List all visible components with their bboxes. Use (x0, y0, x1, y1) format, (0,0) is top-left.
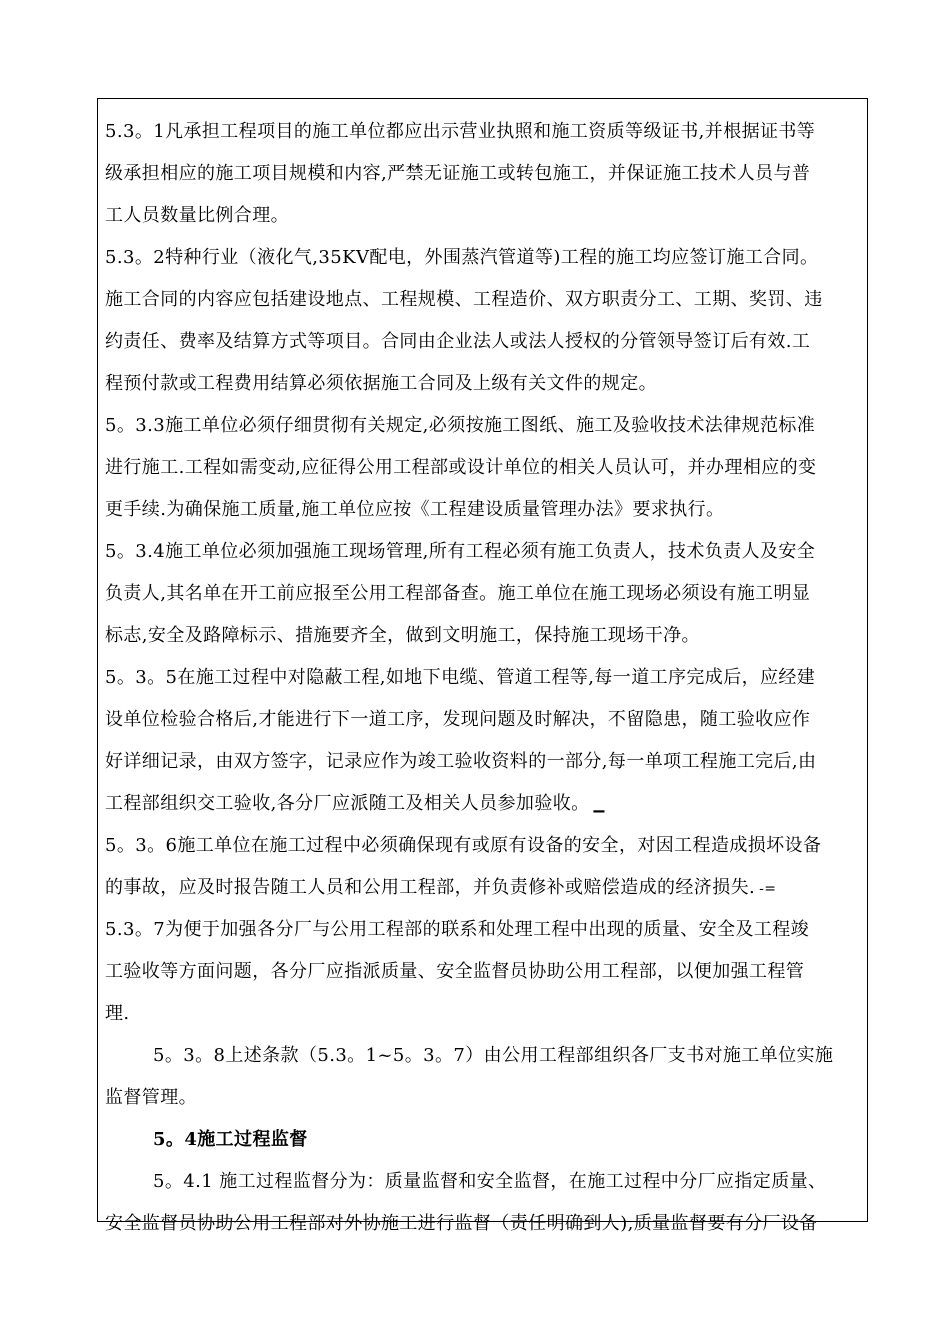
text-line (105, 951, 857, 993)
line-text: 标志,安全及路障标示、措施要齐全，做到文明施工，保持施工现场干净。 (105, 625, 700, 646)
text-line (105, 531, 857, 573)
text-line (105, 447, 857, 489)
line-text: 更手续.为确保施工质量,施工单位应按《工程建设质量管理办法》要求执行。 (105, 499, 725, 520)
line-text: 安全监督员协助公用工程部对外协施工进行监督（责任明确到人),质量监督要有分厂设备 (105, 1213, 818, 1234)
line-text: 工验收等方面问题，各分厂应指派质量、安全监督员协助公用工程部，以便加强工程管 (105, 961, 805, 982)
line-text: 5。3。8上述条款（5.3。1~5。3。7）由公用工程部组织各厂支书对施工单位实施 (153, 1045, 834, 1066)
text-line (105, 741, 857, 783)
document-body (105, 111, 857, 1245)
line-text: 工程部组织交工验收,各分厂应派随工及相关人员参加验收。 (105, 793, 590, 814)
line-text: 5。3。5在施工过程中对隐蔽工程,如地下电缆、管道工程等,每一道工序完成后，应经建 (105, 667, 816, 688)
text-line (105, 615, 857, 657)
line-text: 负责人,其名单在开工前应报至公用工程部备查。施工单位在施工现场必须设有施工明显 (105, 583, 811, 604)
line-text: 级承担相应的施工项目规模和内容,严禁无证施工或转包施工，并保证施工技术人员与普 (105, 163, 811, 184)
line-text: 工人员数量比例合理。 (105, 205, 289, 226)
line-text: 监督管理。 (105, 1087, 197, 1108)
text-line (105, 657, 857, 699)
text-line (105, 1161, 857, 1203)
text-line (105, 993, 857, 1035)
text-line (105, 867, 857, 909)
text-line (105, 279, 857, 321)
text-line (105, 783, 857, 825)
text-line (105, 1077, 857, 1119)
text-line (105, 1035, 857, 1077)
section-heading (105, 1119, 857, 1161)
text-line (105, 573, 857, 615)
line-text: 5。3。6施工单位在施工过程中必须确保现有或原有设备的安全，对因工程造成损坏设备 (105, 835, 822, 856)
stray-mark: -= (759, 881, 777, 897)
line-text: 程预付款或工程费用结算必须依据施工合同及上级有关文件的规定。 (105, 373, 657, 394)
text-line (105, 909, 857, 951)
text-line (105, 405, 857, 447)
text-line (105, 699, 857, 741)
text-line (105, 111, 857, 153)
line-text: 好详细记录，由双方签字，记录应作为竣工验收资料的一部分,每一单项工程施工完后,由 (105, 751, 817, 772)
line-text: 设单位检验合格后,才能进行下一道工序，发现问题及时解决，不留隐患，随工验收应作 (105, 709, 811, 730)
line-text: 施工合同的内容应包括建设地点、工程规模、工程造价、双方职责分工、工期、奖罚、违 (105, 289, 823, 310)
line-text: 5。3.4施工单位必须加强施工现场管理,所有工程必须有施工负责人，技术负责人及安全 (105, 541, 816, 562)
line-text: 约责任、费率及结算方式等项目。合同由企业法人或法人授权的分管领导签订后有效.工 (105, 331, 811, 352)
text-line (105, 321, 857, 363)
text-line (105, 237, 857, 279)
text-line (105, 195, 857, 237)
text-line (105, 363, 857, 405)
line-text: 的事故，应及时报告随工人员和公用工程部，并负责修补或赔偿造成的经济损失. (105, 877, 756, 898)
line-text: 5.3。2特种行业（液化气,35KV配电，外围蒸汽管道等)工程的施工均应签订施工合同。 (105, 247, 819, 268)
text-line (105, 825, 857, 867)
stray-mark: ▁ (593, 797, 605, 813)
line-text: 5.3。7为便于加强各分厂与公用工程部的联系和处理工程中出现的质量、安全及工程竣 (105, 919, 810, 940)
line-text: 理. (105, 1003, 130, 1024)
line-text: 5。3.3施工单位必须仔细贯彻有关规定,必须按施工图纸、施工及验收技术法律规范标准 (105, 415, 816, 436)
text-line (105, 153, 857, 195)
text-line (105, 489, 857, 531)
line-text: 5。4施工过程监督 (153, 1129, 308, 1150)
line-text: 5.3。1凡承担工程项目的施工单位都应出示营业执照和施工资质等级证书,并根据证书等 (105, 121, 816, 142)
line-text: 5。4.1 施工过程监督分为：质量监督和安全监督，在施工过程中分厂应指定质量、 (153, 1171, 827, 1192)
text-line (105, 1203, 857, 1245)
line-text: 进行施工.工程如需变动,应征得公用工程部或设计单位的相关人员认可，并办理相应的变 (105, 457, 817, 478)
